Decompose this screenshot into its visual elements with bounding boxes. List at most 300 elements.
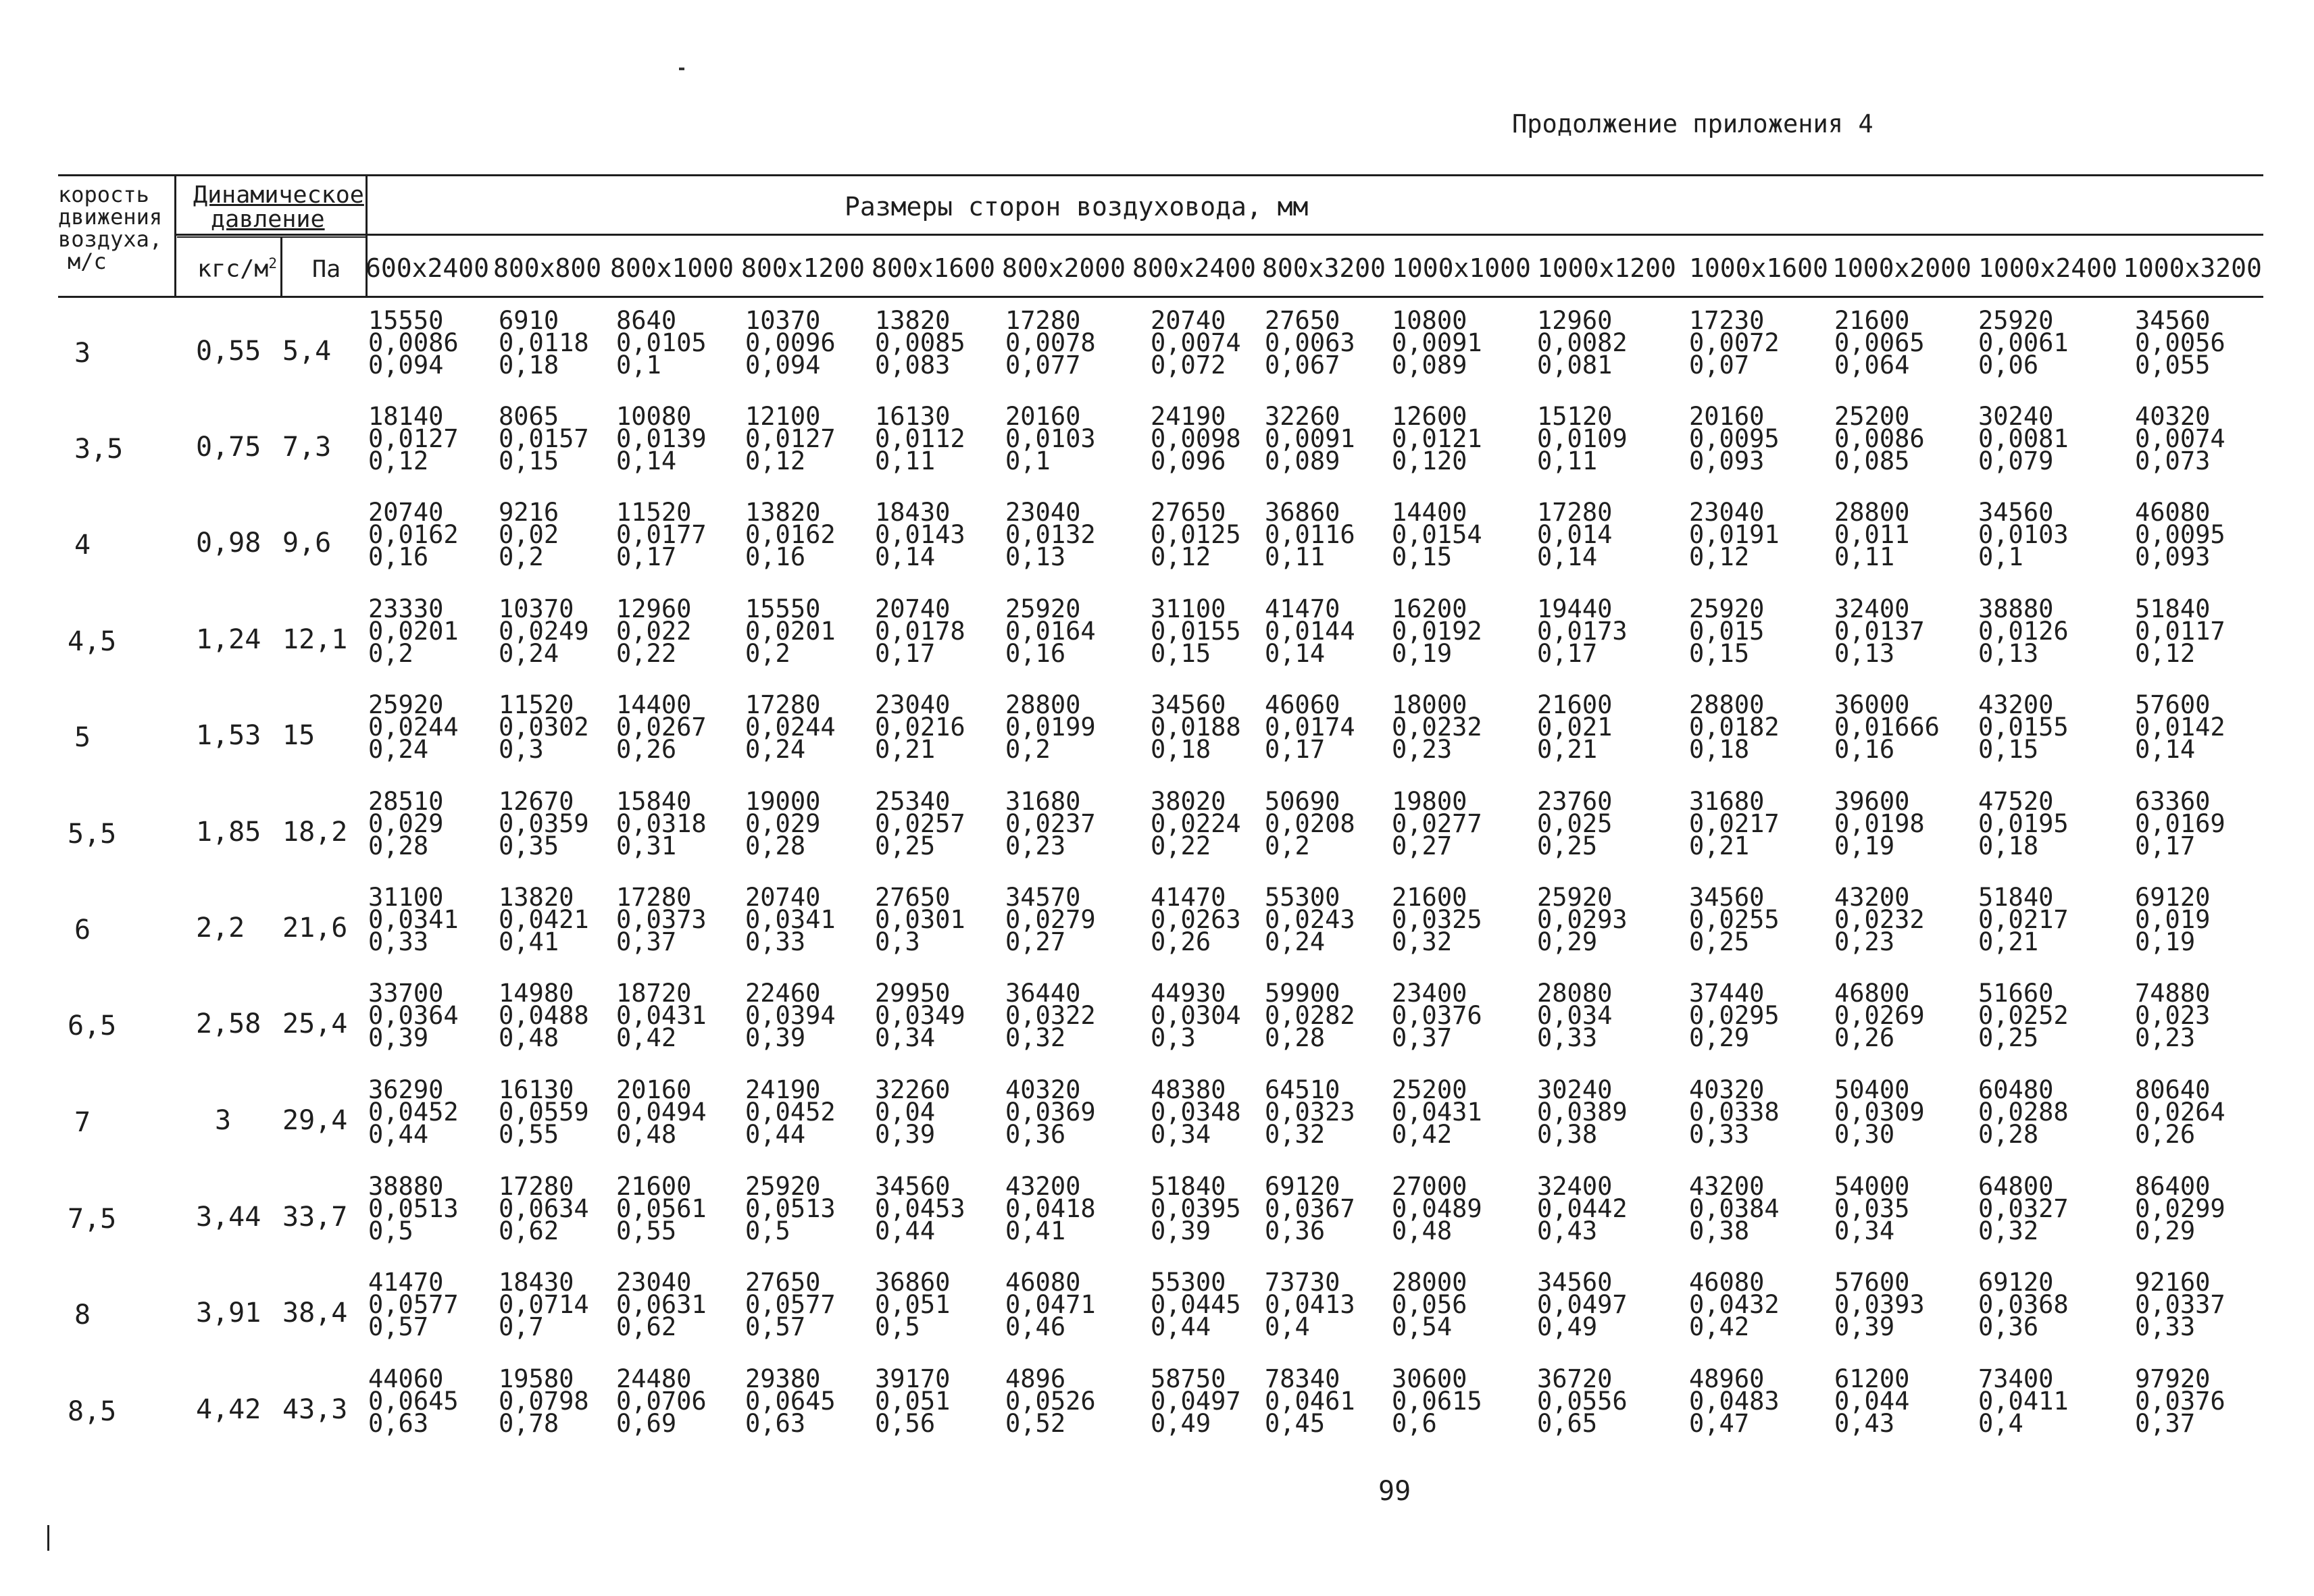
cell-value: 0,0098 (1151, 424, 1241, 453)
cell-value: 0,14 (1265, 639, 1326, 668)
table-cell (1978, 498, 2069, 571)
table-cell (616, 979, 707, 1052)
cell-value: 0,25 (1537, 831, 1598, 860)
table-cell (368, 690, 459, 764)
cell-value: 0,0349 (875, 1001, 965, 1030)
column-header: 800х1000 (610, 253, 734, 283)
table-cell (499, 690, 589, 764)
cell-value: 0,55 (499, 1120, 559, 1149)
row-kgf: 1,24 (196, 624, 261, 655)
table-cell (1392, 1172, 1482, 1245)
table-cell (499, 883, 589, 956)
cell-value: 0,19 (1392, 639, 1453, 668)
cell-value: 0,0615 (1392, 1387, 1482, 1416)
cell-value: 27650 (745, 1268, 821, 1297)
table-cell (745, 1075, 836, 1149)
cell-value: 0,3 (499, 735, 544, 764)
cell-value: 0,28 (368, 831, 429, 860)
cell-value: 34560 (1978, 498, 2054, 527)
table-cell (1392, 690, 1482, 764)
cell-value: 0,025 (1537, 809, 1613, 838)
column-header: 800х2000 (1002, 253, 1126, 283)
table-cell (1689, 594, 1765, 668)
cell-value: 40320 (2135, 402, 2211, 431)
cell-value: 40320 (1005, 1075, 1081, 1104)
table-cell (745, 594, 836, 668)
cell-value: 0,0257 (875, 809, 965, 838)
table-cell (875, 787, 965, 860)
cell-value: 19580 (499, 1364, 574, 1393)
table-cell (2135, 1364, 2225, 1438)
row-speed: 5 (74, 722, 91, 753)
cell-value: 25920 (368, 690, 444, 719)
cell-value: 0,0217 (1978, 905, 2069, 934)
cell-value: 23760 (1537, 787, 1613, 816)
cell-value: 0,0369 (1005, 1098, 1096, 1127)
table-cell (745, 883, 836, 956)
cell-value: 18140 (368, 402, 444, 431)
dynamic-pressure-header-2: давление (211, 206, 325, 233)
cell-value: 0,15 (1689, 639, 1750, 668)
row-kgf: 3,44 (196, 1202, 261, 1233)
cell-value: 0,16 (1834, 735, 1895, 764)
cell-value: 0,0155 (1151, 617, 1241, 646)
table-cell (1978, 1172, 2069, 1245)
cell-value: 31100 (368, 883, 444, 912)
table-cell (1005, 1364, 1096, 1438)
cell-value: 0,0127 (368, 424, 459, 453)
cell-value: 0,0174 (1265, 713, 1355, 742)
cell-value: 0,067 (1265, 351, 1340, 380)
cell-value: 0,21 (1689, 831, 1750, 860)
row-kgf: 0,55 (196, 336, 261, 367)
cell-value: 0,32 (1265, 1120, 1326, 1149)
cell-value: 0,3 (875, 927, 920, 956)
table-cell (1265, 883, 1355, 956)
table-cell (1392, 594, 1482, 668)
cell-value: 0,0432 (1689, 1290, 1780, 1319)
cell-value: 34570 (1005, 883, 1081, 912)
cell-value: 17280 (745, 690, 821, 719)
cell-value: 0,0293 (1537, 905, 1628, 934)
table-cell (875, 306, 965, 380)
cell-value: 0,32 (1392, 927, 1453, 956)
table-cell (875, 979, 965, 1052)
cell-value: 0,56 (875, 1409, 936, 1438)
cell-value: 0,0489 (1392, 1194, 1482, 1223)
cell-value: 0,36 (1005, 1120, 1066, 1149)
cell-value: 18720 (616, 979, 692, 1008)
row-kgf: 2,58 (196, 1008, 261, 1039)
table-cell (2135, 498, 2225, 571)
cell-value: 0,056 (1392, 1290, 1467, 1319)
cell-value: 29950 (875, 979, 951, 1008)
cell-value: 10370 (745, 306, 821, 335)
cell-value: 0,0216 (875, 713, 965, 742)
appendix-heading: Продолжение приложения 4 (1512, 109, 1873, 138)
cell-value: 0,0483 (1689, 1387, 1780, 1416)
cell-value: 0,31 (616, 831, 677, 860)
table-cell (1834, 787, 1925, 860)
cell-value: 46060 (1265, 690, 1340, 719)
cell-value: 0,072 (1151, 351, 1226, 380)
cell-value: 0,0322 (1005, 1001, 1096, 1030)
cell-value: 0,25 (1978, 1023, 2039, 1052)
cell-value: 18430 (499, 1268, 574, 1297)
table-cell (1689, 1172, 1780, 1245)
cell-value: 0,0364 (368, 1001, 459, 1030)
row-speed: 7,5 (68, 1204, 117, 1235)
cell-value: 0,0143 (875, 520, 965, 549)
cell-value: 0,36 (1265, 1216, 1326, 1245)
cell-value: 0,17 (875, 639, 936, 668)
cell-value: 0,34 (875, 1023, 936, 1052)
cell-value: 17280 (499, 1172, 574, 1201)
cell-value: 0,29 (1537, 927, 1598, 956)
cell-value: 46080 (2135, 498, 2211, 527)
cell-value: 36000 (1834, 690, 1910, 719)
table-cell (499, 979, 589, 1052)
cell-value: 0,0091 (1265, 424, 1355, 453)
cell-value: 43200 (1005, 1172, 1081, 1201)
table-cell (1978, 979, 2069, 1052)
cell-value: 0,17 (1537, 639, 1598, 668)
row-pa: 18,2 (282, 817, 348, 848)
cell-value: 0,0279 (1005, 905, 1096, 934)
table-cell (368, 1364, 459, 1438)
cell-value: 0,0288 (1978, 1098, 2069, 1127)
cell-value: 12670 (499, 787, 574, 816)
cell-value: 0,2 (499, 542, 544, 571)
cell-value: 23400 (1392, 979, 1467, 1008)
row-pa: 25,4 (282, 1008, 348, 1039)
cell-value: 16130 (875, 402, 951, 431)
cell-value: 0,0105 (616, 328, 707, 357)
cell-value: 0,22 (1151, 831, 1211, 860)
table-cell (1689, 883, 1780, 956)
cell-value: 0,0277 (1392, 809, 1482, 838)
table-cell (1005, 1268, 1096, 1341)
cell-value: 24190 (1151, 402, 1226, 431)
cell-value: 0,0513 (368, 1194, 459, 1223)
cell-value: 0,0157 (499, 424, 589, 453)
cell-value: 0,0367 (1265, 1194, 1355, 1223)
table-cell (745, 1172, 836, 1245)
table-cell (1537, 787, 1613, 860)
cell-value: 51840 (1151, 1172, 1226, 1201)
table-cell (1537, 402, 1628, 475)
table-cell (1392, 1268, 1467, 1341)
table-cell (1392, 787, 1482, 860)
cell-value: 20740 (1151, 306, 1226, 335)
cell-value: 0,064 (1834, 351, 1910, 380)
cell-value: 0,0323 (1265, 1098, 1355, 1127)
cell-value: 0,32 (1978, 1216, 2039, 1245)
cell-value: 55300 (1151, 1268, 1226, 1297)
table-cell (368, 1268, 459, 1341)
cell-value: 0,32 (1005, 1023, 1066, 1052)
cell-value: 0,0302 (499, 713, 589, 742)
cell-value: 0,093 (2135, 542, 2211, 571)
table-cell (1005, 1172, 1096, 1245)
cell-value: 30240 (1978, 402, 2054, 431)
cell-value: 0,11 (1834, 542, 1895, 571)
cell-value: 12100 (745, 402, 821, 431)
table-cell (1392, 1075, 1482, 1149)
cell-value: 0,0282 (1265, 1001, 1355, 1030)
cell-value: 19800 (1392, 787, 1467, 816)
cell-value: 0,15 (1978, 735, 2039, 764)
cell-value: 28000 (1392, 1268, 1467, 1297)
cell-value: 0,04 (875, 1098, 936, 1127)
cell-value: 20740 (745, 883, 821, 912)
table-cell (1834, 594, 1925, 668)
table-cell (2135, 306, 2225, 380)
cell-value: 0,18 (499, 351, 559, 380)
cell-value: 0,0798 (499, 1387, 589, 1416)
cell-value: 0,49 (1151, 1409, 1211, 1438)
cell-value: 0,15 (1151, 639, 1211, 668)
cell-value: 0,0389 (1537, 1098, 1628, 1127)
row-pa: 33,7 (282, 1202, 348, 1233)
table-cell (1537, 498, 1613, 571)
cell-value: 0,0634 (499, 1194, 589, 1223)
cell-value: 40320 (1689, 1075, 1765, 1104)
cell-value: 0,21 (1978, 927, 2039, 956)
table-cell (1265, 1364, 1355, 1438)
cell-value: 14980 (499, 979, 574, 1008)
row-pa: 7,3 (282, 432, 332, 463)
cell-value: 0,37 (1392, 1023, 1453, 1052)
table-cell (1151, 690, 1241, 764)
cell-value: 51840 (2135, 594, 2211, 623)
cell-value: 0,0497 (1537, 1290, 1628, 1319)
header-divider-1 (174, 174, 176, 298)
row-pa: 15 (282, 720, 316, 751)
cell-value: 0,47 (1689, 1409, 1750, 1438)
table-cell (1978, 690, 2069, 764)
cell-value: 0,0376 (1392, 1001, 1482, 1030)
cell-value: 0,0453 (875, 1194, 965, 1223)
cell-value: 0,0096 (745, 328, 836, 357)
cell-value: 4896 (1005, 1364, 1066, 1393)
cell-value: 0,39 (368, 1023, 429, 1052)
table-cell (1689, 787, 1780, 860)
cell-value: 0,27 (1392, 831, 1453, 860)
table-cell (745, 690, 836, 764)
cell-value: 0,0127 (745, 424, 836, 453)
cell-value: 0,0086 (368, 328, 459, 357)
cell-value: 51840 (1978, 883, 2054, 912)
cell-value: 0,0706 (616, 1387, 707, 1416)
cell-value: 25920 (1537, 883, 1613, 912)
table-cell (1151, 498, 1241, 571)
cell-value: 0,1 (1005, 446, 1051, 475)
table-cell (1689, 1268, 1780, 1341)
cell-value: 23330 (368, 594, 444, 623)
cell-value: 0,23 (2135, 1023, 2196, 1052)
cell-value: 0,2 (745, 639, 790, 668)
unit-kgf: кгс/$м^2$ (197, 255, 278, 283)
cell-value: 0,11 (1265, 542, 1326, 571)
cell-value: 0,16 (368, 542, 429, 571)
table-cell (616, 1075, 707, 1149)
cell-value: 0,0645 (745, 1387, 836, 1416)
cell-value: 11520 (616, 498, 692, 527)
cell-value: 0,0154 (1392, 520, 1482, 549)
cell-value: 0,34 (1151, 1120, 1211, 1149)
cell-value: 69120 (2135, 883, 2211, 912)
cell-value: 69120 (1978, 1268, 2054, 1297)
cell-value: 36860 (875, 1268, 951, 1297)
cell-value: 15550 (368, 306, 444, 335)
cell-value: 16200 (1392, 594, 1467, 623)
cell-value: 0,37 (616, 927, 677, 956)
table-cell (1005, 306, 1096, 380)
cell-value: 0,0252 (1978, 1001, 2069, 1030)
row-speed: 4,5 (68, 626, 117, 657)
speed-header: корость движения воздуха, м/с (58, 182, 163, 274)
cell-value: 0,034 (1537, 1001, 1613, 1030)
cell-value: 0,23 (1834, 927, 1895, 956)
table-cell (368, 402, 459, 475)
cell-value: 0,45 (1265, 1409, 1326, 1438)
table-cell (1005, 594, 1096, 668)
cell-value: 0,14 (1537, 542, 1598, 571)
cell-value: 0,28 (745, 831, 806, 860)
table-cell (1265, 1268, 1355, 1341)
cell-value: 0,2 (1005, 735, 1051, 764)
table-cell (1834, 1172, 1910, 1245)
cell-value: 0,34 (1834, 1216, 1895, 1245)
cell-value: 28800 (1689, 690, 1765, 719)
cell-value: 33700 (368, 979, 444, 1008)
cell-value: 20740 (368, 498, 444, 527)
cell-value: 43200 (1834, 883, 1910, 912)
table-cell (1392, 979, 1482, 1052)
cell-value: 41470 (1265, 594, 1340, 623)
table-cell (745, 979, 836, 1052)
cell-value: 12600 (1392, 402, 1467, 431)
cell-value: 57600 (1834, 1268, 1910, 1297)
dynamic-underline (177, 236, 366, 238)
table-cell (875, 1268, 951, 1341)
row-speed: 6 (74, 915, 91, 946)
cell-value: 34560 (1151, 690, 1226, 719)
table-cell (368, 1172, 459, 1245)
cell-value: 0,0116 (1265, 520, 1355, 549)
row-pa: 21,6 (282, 912, 348, 944)
column-header: 800х1200 (741, 253, 865, 283)
cell-value: 9216 (499, 498, 559, 527)
cell-value: 0,5 (875, 1312, 920, 1341)
table-cell (616, 498, 707, 571)
table-cell (1151, 1268, 1241, 1341)
table-cell (1265, 306, 1355, 380)
table-cell (1689, 306, 1780, 380)
cell-value: 25340 (875, 787, 951, 816)
table-cell (499, 306, 589, 380)
cell-value: 0,13 (1005, 542, 1066, 571)
cell-value: 0,1 (1978, 542, 2023, 571)
cell-value: 0,49 (1537, 1312, 1598, 1341)
cell-value: 0,0325 (1392, 905, 1482, 934)
cell-value: 0,0065 (1834, 328, 1925, 357)
table-cell (1151, 979, 1241, 1052)
cell-value: 0,0103 (1978, 520, 2069, 549)
cell-value: 23040 (1689, 498, 1765, 527)
cell-value: 0,0082 (1537, 328, 1628, 357)
cell-value: 0,18 (1151, 735, 1211, 764)
cell-value: 0,0338 (1689, 1098, 1780, 1127)
cell-value: 0,0072 (1689, 328, 1780, 357)
cell-value: 0,46 (1005, 1312, 1066, 1341)
table-cell (499, 1172, 589, 1245)
table-cell (2135, 1172, 2225, 1245)
cell-value: 0,029 (368, 809, 444, 838)
table-cell (499, 1364, 589, 1438)
table-cell (616, 1268, 707, 1341)
cell-value: 0,38 (1537, 1120, 1598, 1149)
cell-value: 0,06 (1978, 351, 2039, 380)
cell-value: 0,0195 (1978, 809, 2069, 838)
cell-value: 97920 (2135, 1364, 2211, 1393)
row-kgf: 0,75 (196, 432, 261, 463)
table-cell (875, 1364, 951, 1438)
cell-value: 18430 (875, 498, 951, 527)
cell-value: 0,41 (1005, 1216, 1066, 1245)
cell-value: 36290 (368, 1075, 444, 1104)
cell-value: 0,0526 (1005, 1387, 1096, 1416)
cell-value: 0,0494 (616, 1098, 707, 1127)
cell-value: 13820 (875, 306, 951, 335)
cell-value: 73730 (1265, 1268, 1340, 1297)
cell-value: 0,0384 (1689, 1194, 1780, 1223)
cell-value: 0,69 (616, 1409, 677, 1438)
cell-value: 0,0561 (616, 1194, 707, 1223)
cell-value: 25920 (745, 1172, 821, 1201)
cell-value: 0,083 (875, 351, 951, 380)
cell-value: 0,0081 (1978, 424, 2069, 453)
table-cell (1265, 1075, 1355, 1149)
cell-value: 51660 (1978, 979, 2054, 1008)
cell-value: 0,39 (1151, 1216, 1211, 1245)
cell-value: 0,3 (1151, 1023, 1196, 1052)
cell-value: 0,12 (1151, 542, 1211, 571)
cell-value: 92160 (2135, 1268, 2211, 1297)
cell-value: 0,0577 (745, 1290, 836, 1319)
table-cell (1265, 594, 1355, 668)
cell-value: 0,093 (1689, 446, 1765, 475)
cell-value: 38880 (1978, 594, 2054, 623)
table-cell (1151, 787, 1241, 860)
table-cell (499, 594, 589, 668)
table-cell (499, 402, 589, 475)
cell-value: 0,11 (875, 446, 936, 475)
cell-value: 0,085 (1834, 446, 1910, 475)
cell-value: 0,0208 (1265, 809, 1355, 838)
table-cell (1689, 1364, 1780, 1438)
cell-value: 0,36 (1978, 1312, 2039, 1341)
cell-value: 0,0139 (616, 424, 707, 453)
cell-value: 0,42 (1392, 1120, 1453, 1149)
cell-value: 0,22 (616, 639, 677, 668)
cell-value: 0,63 (368, 1409, 429, 1438)
cell-value: 0,0164 (1005, 617, 1096, 646)
cell-value: 0,25 (875, 831, 936, 860)
cell-value: 0,0199 (1005, 713, 1096, 742)
cell-value: 0,0461 (1265, 1387, 1355, 1416)
